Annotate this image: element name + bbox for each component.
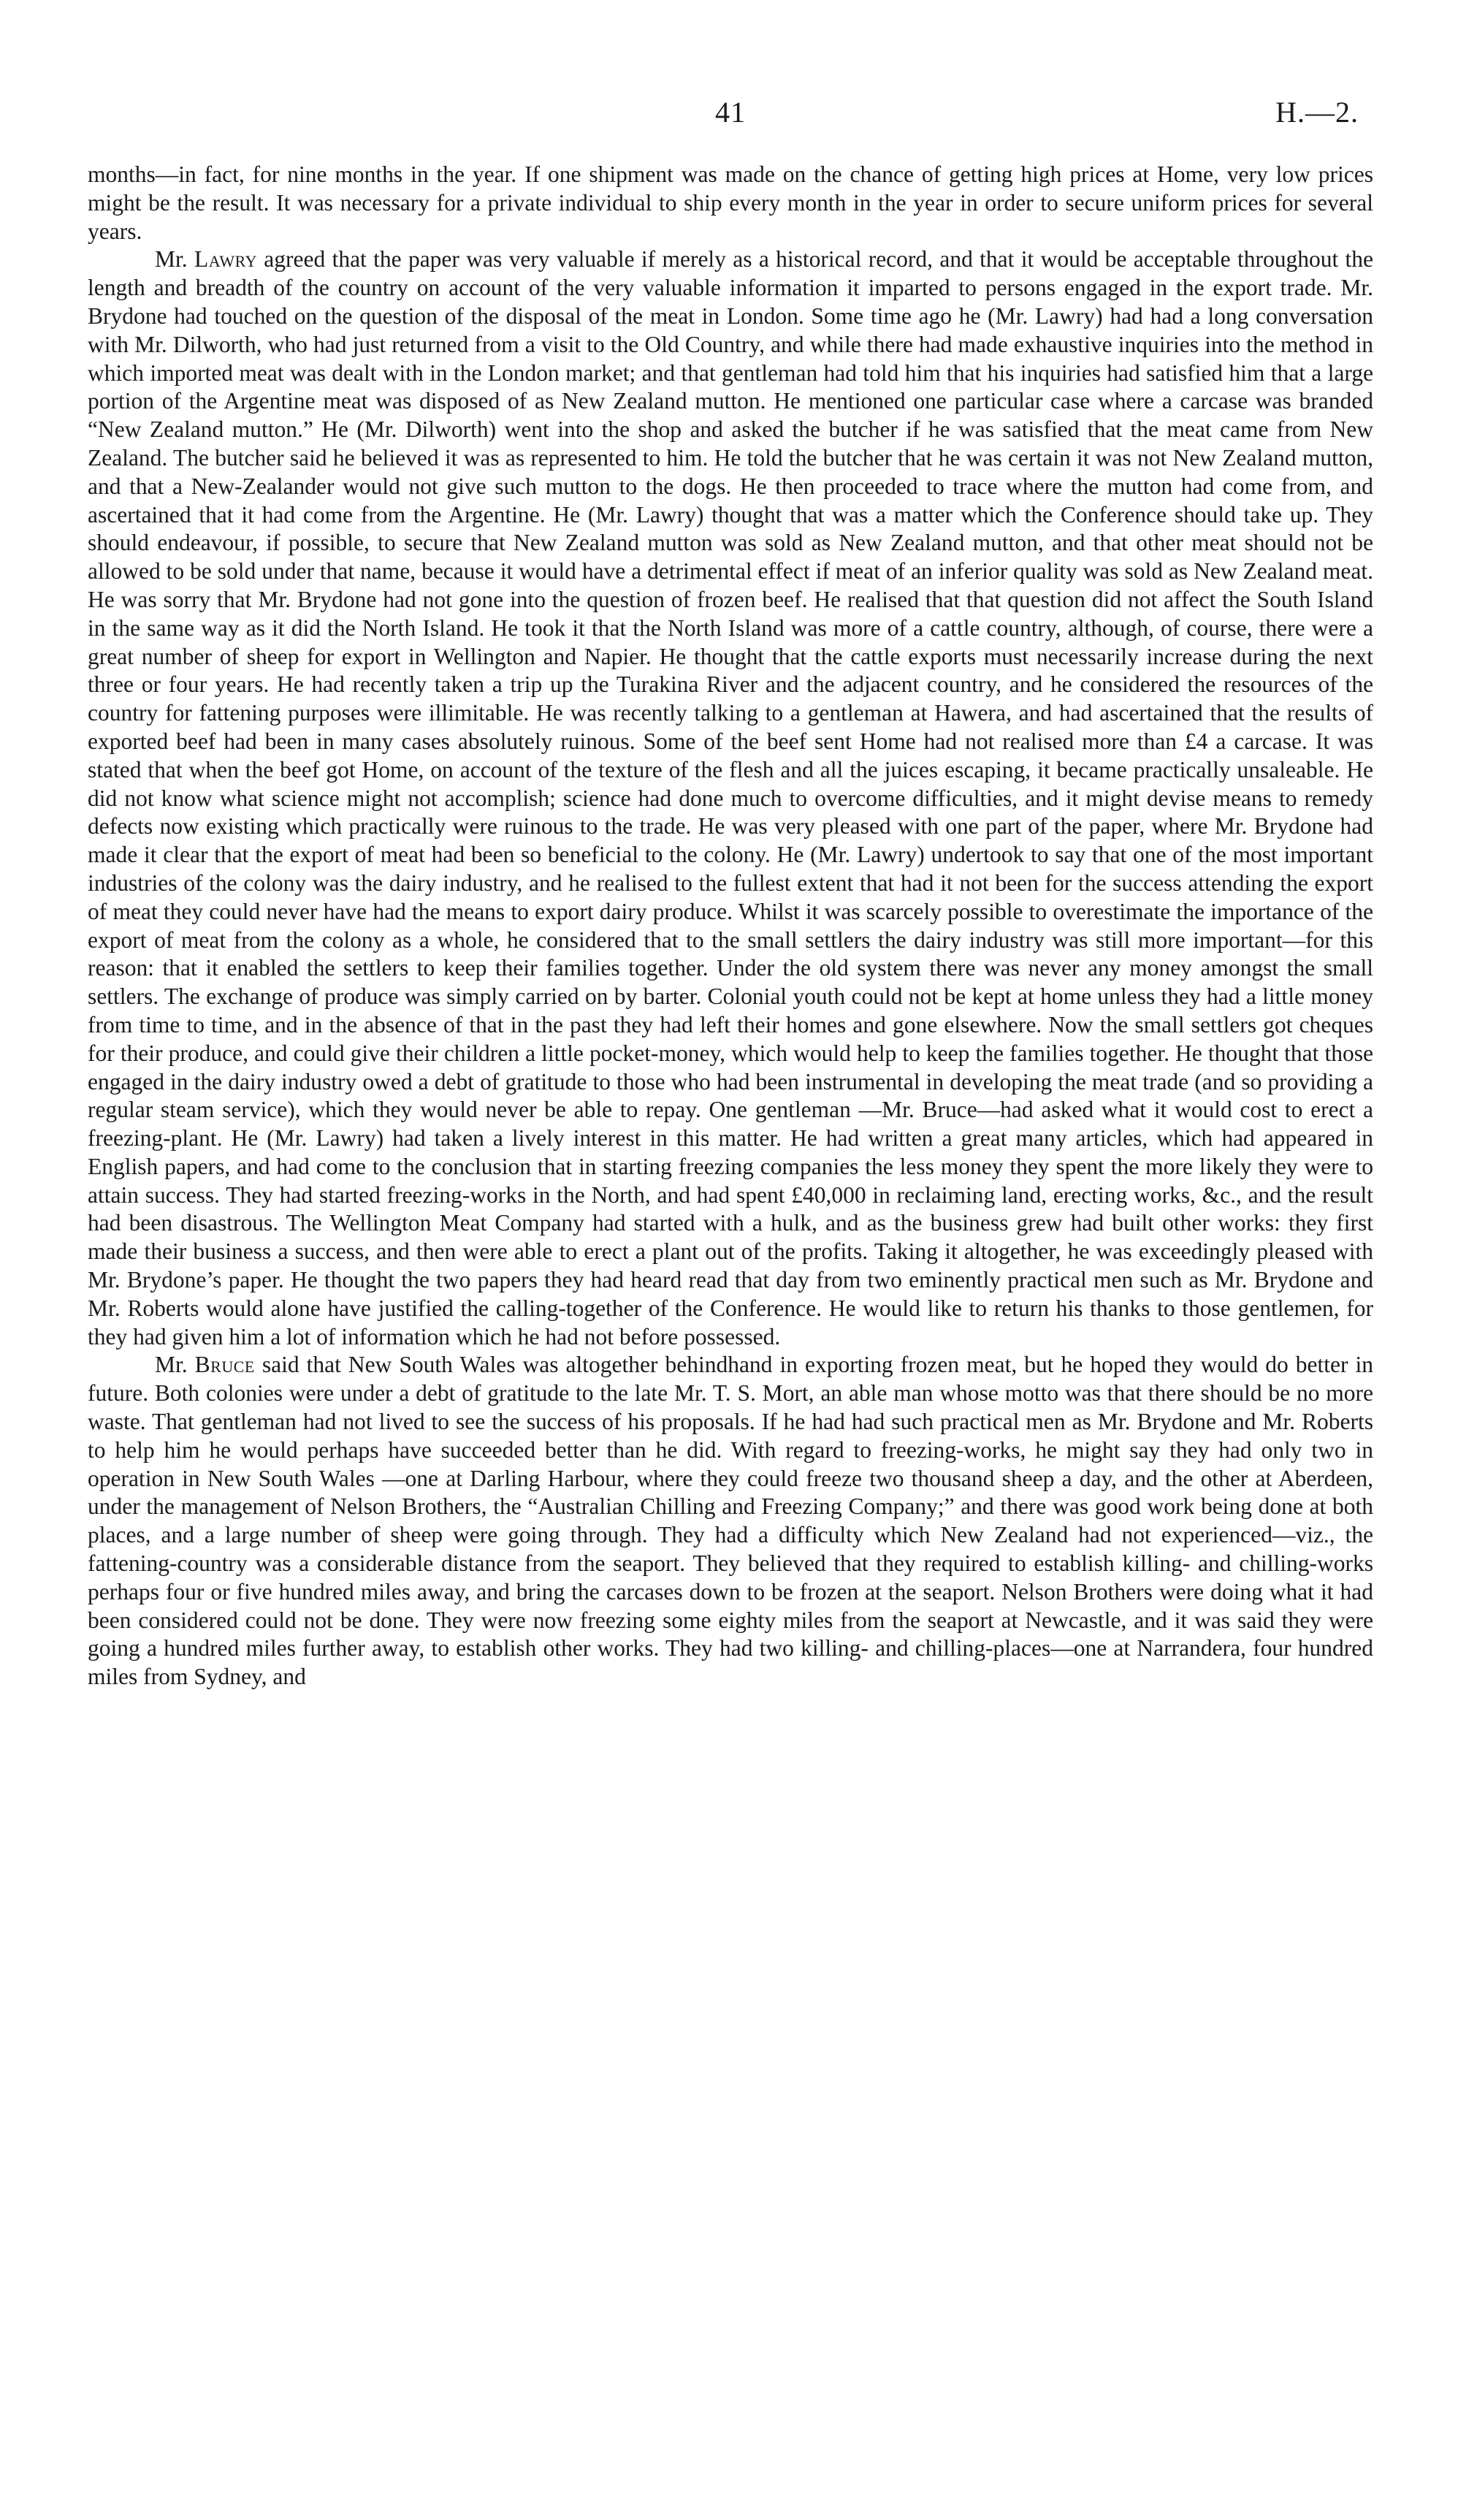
speaker-name: Lawry (194, 246, 257, 273)
paragraph-2 (88, 245, 1373, 1351)
paragraph-text: said that New South Wales was altogether behindhand in exporting frozen meat, but he hoped they would do better in future. Both colonies were under a debt of gratitude to the late Mr. T. S. Mort, an able man whose motto was that there should be no more waste. That gentleman had not lived to see the success of his proposals. If he had had such practical men as Mr. Brydone and Mr. Roberts to help him he would perhaps have succeeded better than he did. With regard to freezing-works, he might say they had only two in operation in New South Wales —one at Darling Harbour, where they could freeze two thousand sheep a day, and the other at Aberdeen, under the management of Nelson Brothers, the “Australian Chilling and Freezing Company;” and there was good work being done at both places, and a large number of sheep were going through. They had a difficulty which New Zealand had not experienced—viz., the fattening-country was a considerable distance from the seaport. They believed that they required to establish killing- and chilling-works perhaps four or five hundred miles away, and bring the carcases down to be frozen at the seaport. Nelson Brothers were doing what it had been considered could not be done. They were now freezing some eighty miles from the seaport at Newcastle, and it was said they were going a hundred miles further away, to establish other works. They had two killing- and chilling-places—one at Narrandera, four hundred miles from Sydney, and (88, 1352, 1374, 1690)
document-page (88, 95, 1373, 1691)
paragraph-text: months—in fact, for nine months in the year. If one shipment was made on the chance of getting high prices at Home, very low prices might be the result. It was necessary for a private individual to ship every month in the year in order to secure uniform prices for several years. (88, 161, 1373, 244)
paragraph-1 (88, 161, 1373, 245)
paragraph-text: agreed that the paper was very valuable if merely as a historical record, and that it would be acceptable throughout the length and breadth of the country on account of the very valuable information it imparted to persons engaged in the export trade. Mr. Brydone had touched on the question of the disposal of the meat in London. Some time ago he (Mr. Lawry) had had a long conversation with Mr. Dilworth, who had just returned from a visit to the Old Country, and while there had made exhaustive inquiries into the method in which imported meat was dealt with in the London market; and that gentleman had told him that his inquiries had satisfied him that a large portion of the Argentine meat was disposed of as New Zealand mutton. He mentioned one particular case where a carcase was branded “New Zealand mutton.” He (Mr. Dilworth) went into the shop and asked the butcher if he was satisfied that the meat came from New Zealand. The butcher said he believed it was as represented to him. He told the butcher that he was certain it was not New Zealand mutton, and that a New-Zealander would not give such mutton to the dogs. He then proceeded to trace where the mutton had come from, and ascertained that it had come from the Argentine. He (Mr. Lawry) thought that was a matter which the Conference should take up. They should endeavour, if possible, to secure that New Zealand mutton was sold as New Zealand mutton, and that other meat should not be allowed to be sold under that name, because it would have a detrimental effect if meat of an inferior quality was sold as New Zealand meat. He was sorry that Mr. Brydone had not gone into the question of frozen beef. He realised that that question did not affect the South Island in the same way as it did the North Island. He took it that the North Island was more of a cattle country, although, of course, there were a great number of sheep for export in Wellington and Napier. He thought that the cattle exports must necessarily increase during the next three or four years. He had recently taken a trip up the Turakina River and the adjacent country, and he considered the resources of the country for fattening purposes were illimitable. He was recently talking to a gentleman at Hawera, and had ascertained that the results of exported beef had been in many cases absolutely ruinous. Some of the beef sent Home had not realised more than £4 a carcase. It was stated that when the beef got Home, on account of the texture of the flesh and all the juices escaping, it became practically unsaleable. He did not know what science might not accomplish; science had done much to overcome difficulties, and it might devise means to remedy defects now existing which practically were ruinous to the trade. He was very pleased with one part of the paper, where Mr. Brydone had made it clear that the export of meat had been so beneficial to the colony. He (Mr. Lawry) undertook to say that one of the most important industries of the colony was the dairy industry, and he realised to the fullest extent that had it not been for the success attending the export of meat they could never have had the means to export dairy produce. Whilst it was scarcely possible to overestimate the importance of the export of meat from the colony as a whole, he considered that to the small settlers the dairy industry was still more important—for this reason: that it enabled the settlers to keep their families together. Under the old system there was never any money amongst the small settlers. The exchange of produce was simply carried on by barter. Colonial youth could not be kept at home unless they had a little money from time to time, and in the absence of that in the past they had left their homes and gone elsewhere. Now the small settlers got cheques for their produce, and could give their children a little pocket-money, which would help to keep the families together. He thought that those engaged in the dairy industry owed a debt of gratitude to those who had been instrumental in developing the meat trade (and so providing a regular steam service), which they would never be able to repay. One gentleman —Mr. Bruce—had asked what it would cost to erect a freezing-plant. He (Mr. Lawry) had taken a lively interest in this matter. He had written a great many articles, which had appeared in English papers, and had come to the conclusion that in starting freezing companies the less money they spent the more likely they were to attain success. They had started freezing-works in the North, and had spent £40,000 in reclaiming land, erecting works, &c., and the result had been disastrous. The Wellington Meat Company had started with a hulk, and as the business grew had built other works: they first made their business a success, and then were able to erect a plant out of the profits. Taking it altogether, he was exceedingly pleased with Mr. Brydone’s paper. He thought the two papers they had heard read that day from two eminently practical men such as Mr. Brydone and Mr. Roberts would alone have justified the calling-together of the Conference. He would like to return his thanks to those gentlemen, for they had given him a lot of information which he had not before possessed. (88, 246, 1374, 1350)
speaker-name: Bruce (194, 1352, 255, 1378)
body-text (88, 161, 1373, 1691)
paragraph-3 (88, 1351, 1373, 1691)
page-number: 41 (715, 96, 746, 129)
speaker-prefix: Mr. (155, 1352, 195, 1378)
document-reference: H.—2. (1275, 96, 1359, 129)
page-header (88, 95, 1373, 153)
speaker-prefix: Mr. (155, 246, 194, 273)
